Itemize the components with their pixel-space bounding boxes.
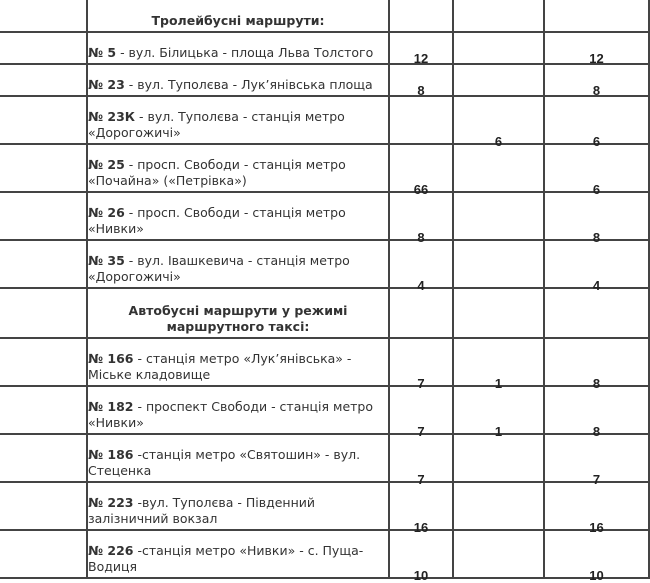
empty-cell bbox=[453, 0, 544, 32]
table-row bbox=[0, 96, 649, 144]
route-description: - вул. Білицька - площа Льва Толстого bbox=[116, 45, 374, 60]
route-number: № 23 bbox=[88, 77, 125, 92]
route-description: -вул. Туполєва - Південний залізничний вокзал bbox=[88, 495, 316, 526]
empty-cell bbox=[453, 288, 544, 338]
empty-cell bbox=[0, 338, 87, 386]
total-cell: 7 bbox=[544, 434, 649, 482]
empty-cell bbox=[0, 32, 87, 64]
total-cell: 8 bbox=[544, 386, 649, 434]
route-number: № 26 bbox=[88, 205, 125, 220]
count-a-cell: 16 bbox=[389, 482, 453, 530]
section-heading-row bbox=[0, 0, 649, 32]
section-heading-trolleybus: Тролейбусні маршрути: bbox=[87, 0, 389, 32]
route-cell bbox=[87, 434, 389, 482]
empty-cell bbox=[0, 144, 87, 192]
route-cell bbox=[87, 96, 389, 144]
route-description: - вул. Івашкевича - станція метро «Дорогожичі» bbox=[88, 253, 350, 284]
route-number: № 223 bbox=[88, 495, 134, 510]
empty-cell bbox=[0, 192, 87, 240]
count-a-cell: 8 bbox=[389, 192, 453, 240]
count-a-cell: 10 bbox=[389, 530, 453, 578]
count-a-cell: 7 bbox=[389, 386, 453, 434]
section-heading-row bbox=[0, 288, 649, 338]
total-cell: 8 bbox=[544, 64, 649, 96]
table-row bbox=[0, 64, 649, 96]
total-cell: 6 bbox=[544, 96, 649, 144]
empty-cell bbox=[0, 240, 87, 288]
route-number: № 5 bbox=[88, 45, 117, 60]
route-cell bbox=[87, 338, 389, 386]
empty-cell bbox=[0, 0, 87, 32]
empty-cell bbox=[0, 434, 87, 482]
count-b-cell: 6 bbox=[453, 96, 544, 144]
route-number: № 186 bbox=[88, 447, 134, 462]
count-b-cell bbox=[453, 32, 544, 64]
total-cell: 8 bbox=[544, 192, 649, 240]
count-b-cell bbox=[453, 192, 544, 240]
route-number: № 23К bbox=[88, 109, 136, 124]
route-description: - просп. Свободи - станція метро «Нивки» bbox=[88, 205, 346, 236]
route-cell bbox=[87, 32, 389, 64]
route-description: - вул. Туполєва - Лук’янівська площа bbox=[124, 77, 373, 92]
route-description: - вул. Туполєва - станція метро «Дорогожичі» bbox=[88, 109, 345, 140]
count-a-cell bbox=[389, 96, 453, 144]
table-row bbox=[0, 482, 649, 530]
count-b-cell: 1 bbox=[453, 338, 544, 386]
route-description: - станція метро «Лук’янівська» - Міське кладовище bbox=[88, 351, 352, 382]
empty-cell bbox=[0, 482, 87, 530]
empty-cell bbox=[0, 64, 87, 96]
route-cell bbox=[87, 530, 389, 578]
table-row bbox=[0, 386, 649, 434]
route-cell bbox=[87, 144, 389, 192]
table-row bbox=[0, 338, 649, 386]
route-cell bbox=[87, 386, 389, 434]
count-a-cell: 66 bbox=[389, 144, 453, 192]
route-description: -станція метро «Нивки» - с. Пуща-Водиця bbox=[88, 543, 364, 574]
route-number: № 25 bbox=[88, 157, 125, 172]
count-b-cell bbox=[453, 482, 544, 530]
route-cell bbox=[87, 482, 389, 530]
count-a-cell: 4 bbox=[389, 240, 453, 288]
empty-cell bbox=[0, 530, 87, 578]
count-b-cell bbox=[453, 64, 544, 96]
count-a-cell: 7 bbox=[389, 434, 453, 482]
route-cell bbox=[87, 192, 389, 240]
table-row bbox=[0, 240, 649, 288]
table-row bbox=[0, 32, 649, 64]
empty-cell bbox=[0, 288, 87, 338]
route-number: № 166 bbox=[88, 351, 134, 366]
total-cell: 10 bbox=[544, 530, 649, 578]
count-a-cell: 7 bbox=[389, 338, 453, 386]
route-cell bbox=[87, 64, 389, 96]
total-cell: 12 bbox=[544, 32, 649, 64]
count-b-cell bbox=[453, 530, 544, 578]
table-row bbox=[0, 434, 649, 482]
empty-cell bbox=[389, 0, 453, 32]
total-cell: 4 bbox=[544, 240, 649, 288]
empty-cell bbox=[0, 386, 87, 434]
empty-cell bbox=[389, 288, 453, 338]
count-b-cell: 1 bbox=[453, 386, 544, 434]
empty-cell bbox=[0, 96, 87, 144]
empty-cell bbox=[544, 0, 649, 32]
route-number: № 35 bbox=[88, 253, 125, 268]
count-b-cell bbox=[453, 240, 544, 288]
count-b-cell bbox=[453, 144, 544, 192]
count-b-cell bbox=[453, 434, 544, 482]
route-number: № 182 bbox=[88, 399, 134, 414]
total-cell: 16 bbox=[544, 482, 649, 530]
count-a-cell: 8 bbox=[389, 64, 453, 96]
table-row bbox=[0, 530, 649, 578]
route-description: -станція метро «Святошин» - вул. Стеценка bbox=[88, 447, 361, 478]
route-description: - проспект Свободи - станція метро «Нивки» bbox=[88, 399, 374, 430]
total-cell: 8 bbox=[544, 338, 649, 386]
table-row bbox=[0, 192, 649, 240]
section-heading-minibus: Автобусні маршрути у режимі маршрутного таксі: bbox=[87, 288, 389, 338]
empty-cell bbox=[544, 288, 649, 338]
table-row bbox=[0, 144, 649, 192]
total-cell: 6 bbox=[544, 144, 649, 192]
route-cell bbox=[87, 240, 389, 288]
route-number: № 226 bbox=[88, 543, 134, 558]
route-description: - просп. Свободи - станція метро «Почайна» («Петрівка») bbox=[88, 157, 346, 188]
count-a-cell: 12 bbox=[389, 32, 453, 64]
